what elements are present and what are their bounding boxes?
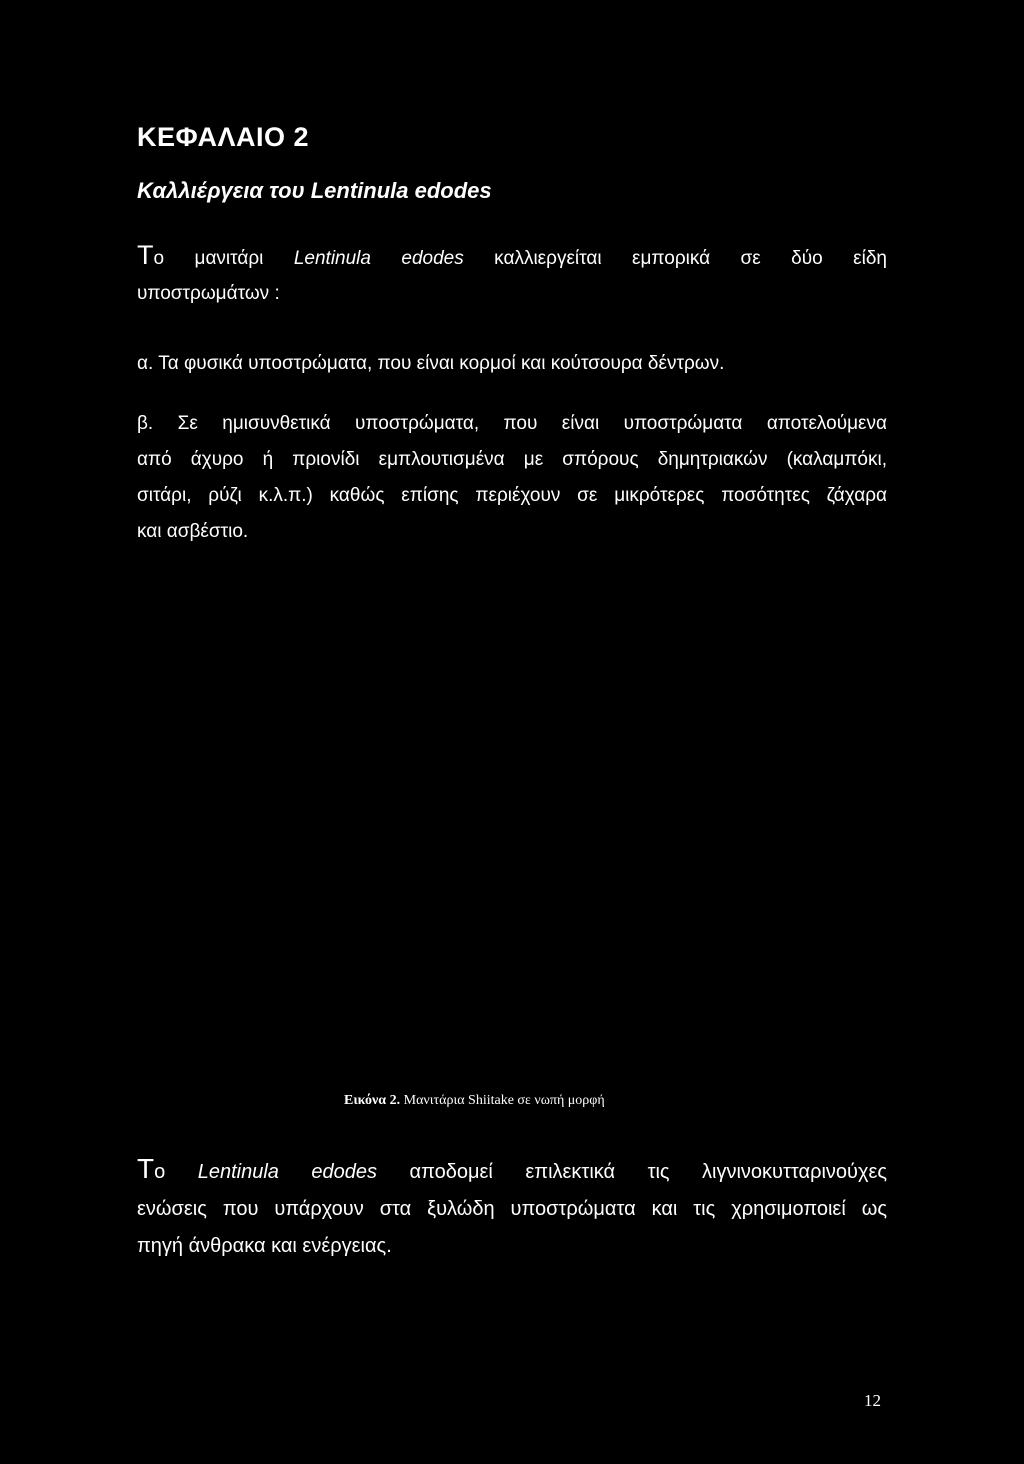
- chapter-heading: ΚΕΦΑΛΑΙΟ 2: [137, 122, 309, 152]
- species-name: Lentinula edodes: [197, 1161, 378, 1183]
- intro-paragraph: [137, 238, 887, 311]
- item-b-line-4: και ασβέστιο.: [137, 521, 249, 542]
- intro-text-b: καλλιεργείται εμπορικά σε δύο είδη: [463, 248, 887, 269]
- species-name: Lentinula edodes: [293, 248, 464, 269]
- closing-paragraph: [137, 1150, 887, 1265]
- closing-line-2: ενώσεις που υπάρχουν στα ξυλώδη υποστρώματα και τις χρησιμοποιεί ως: [137, 1198, 887, 1220]
- intro-line-2: υποστρωμάτων :: [137, 283, 280, 304]
- drop-letter: Τ: [137, 240, 154, 270]
- intro-line-1: [137, 238, 887, 276]
- section-title: Καλλιέργεια του Lentinula edodes: [137, 178, 492, 203]
- list-item-a: [137, 346, 887, 381]
- figure-caption: [344, 1093, 605, 1109]
- closing-line-3: πηγή άνθρακα και ενέργειας.: [137, 1235, 392, 1257]
- drop-letter: Τ: [137, 1153, 155, 1184]
- item-b-line-2: από άχυρο ή πριονίδι εμπλουτισμένα με σπόρους δημητριακών (καλαμπόκι,: [137, 449, 887, 470]
- figure-caption-text: Μανιτάρια Shiitake σε νωπή μορφή: [400, 1093, 605, 1108]
- item-a-text: α. Τα φυσικά υποστρώματα, που είναι κορμοί και κούτσουρα δέντρων.: [137, 353, 725, 374]
- closing-line-1: [137, 1150, 887, 1191]
- item-b-line-1: β. Σε ημισυνθετικά υποστρώματα, που είναι υποστρώματα αποτελούμενα: [137, 413, 887, 434]
- closing-text-a: ο: [154, 1161, 198, 1183]
- intro-text-a: ο μανιτάρι: [153, 248, 294, 269]
- closing-text-b: αποδομεί επιλεκτικά τις λιγνινοκυτταρινούχες: [377, 1161, 888, 1183]
- page-number: 12: [864, 1391, 881, 1410]
- list-item-b: [137, 406, 887, 550]
- item-b-line-3: σιτάρι, ρύζι κ.λ.π.) καθώς επίσης περιέχουν σε μικρότερες ποσότητες ζάχαρα: [137, 485, 887, 506]
- figure-caption-label: Εικόνα 2.: [344, 1093, 401, 1108]
